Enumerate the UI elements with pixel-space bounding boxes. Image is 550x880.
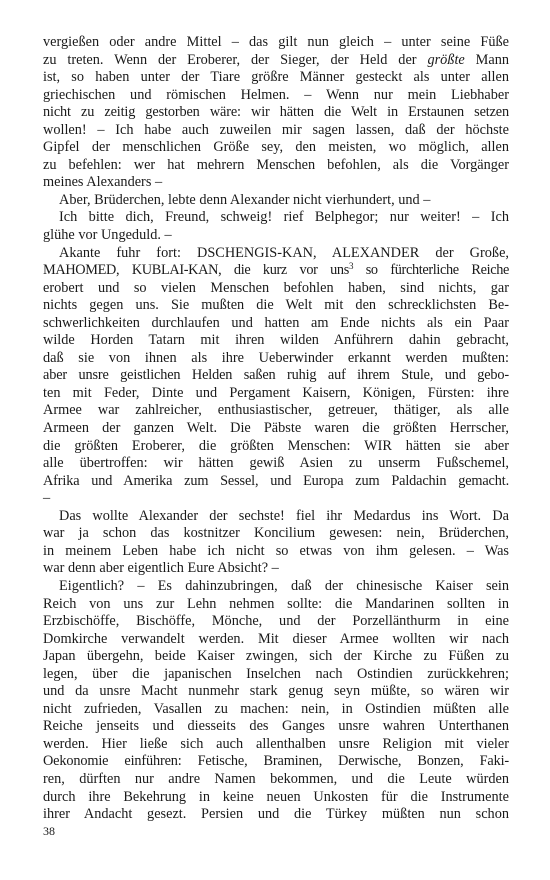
text-line: Domkirche verwandelt werden. Mit dieser Armee wollten wir nach [43,630,509,647]
text-line: daß sie von ihnen als ihre Ueberwinder erkannt werden mußten: [43,349,509,366]
page-number: 38 [43,824,55,838]
text-line: und da unsre Macht nunmehr stark genug seyn müßte, so wären wir [43,683,509,700]
text-line: Reich von uns zur Lehn nehmen sollte: die Mandarinen sollten in [43,595,509,612]
text-line: glühe vor Ungeduld. – [43,227,172,244]
text-line: MAHOMED, KUBLAI-KAN, die kurz vor uns$^3$ so fürchterliche Reiche [43,261,509,279]
text-line: war ja schon das kostnitzer Koncilium gewesen: nein, Brüderchen, [43,525,509,542]
emphasis-text: größte [427,51,465,68]
text-line: meines Alexanders – [43,174,163,191]
text-line: zu befehlen: wer hat mehrern Menschen befohlen, als die Vorgänger [43,156,509,173]
text-line: alle übertroffen: wir hätten gewiß Asien zu unserm Fußschemel, [43,455,509,472]
text-line: wilde Horden Tatarn mit ihren wilden Anführern dahin gebracht, [43,332,509,349]
paragraph-start: Ich bitte dich, Freund, schweig! rief Belphegor; nur weiter! – Ich [59,209,509,226]
text-line: ren, dürften nur andre Namen bekommen, und die Leute würden [43,770,509,787]
text-line: Afrika und Amerika zum Sessel, und Europa zum Paldachin gemacht. [43,472,509,489]
text-line: ist, so haben unter der Tiare größre Männer gesteckt als unter allen [43,69,509,86]
text-line: erobert und so vielen Menschen befohlen haben, sind nichts, gar [43,279,509,296]
text-line: durch ihre Bekehrung in keine neuen Unkosten für die Instrumente [43,788,509,805]
text-line: Gipfel der menschlichen Größe sey, den meisten, wo möglich, allen [43,139,509,156]
book-page [43,34,509,824]
text-line: legen, über die japanischen Inselchen nach Ostindien zurückkehren; [43,665,509,682]
text-line: Armeen der ganzen Welt. Die Päbste waren die größten Herrscher, [43,420,509,437]
paragraph-start: Aber, Brüderchen, lebte denn Alexander nicht vierhundert, und – [59,191,431,208]
text-line: Reiche jenseits und diesseits des Ganges unsre wahren Unterthanen [43,718,509,735]
text-line: die größten Eroberer, die größten Menschen: WIR hätten sie aber [43,437,509,454]
text-line: werden. Hier ließe sich auch allenthalben unsre Religion mit vieler [43,735,509,752]
paragraph-start: Eigentlich? – Es dahinzubringen, daß der chinesische Kaiser sein [59,577,509,594]
text-line: nichts gegen uns. Sie mußten die Welt mit den schrecklichsten Be- [43,297,509,314]
text-line: ihrer Andacht gesezt. Persien und die Türkey müßten nun schon [43,806,509,823]
text-line: aber unsre geistlichen Helden saßen ruhig auf ihrem Stule, und gebo- [43,367,509,384]
text-line: – [43,490,51,507]
text-line: nicht zu zeitig gestorben wäre: wir hätten die Welt in Erstaunen setzen [43,104,509,121]
text-line: vergießen oder andre Mittel – das gilt nun gleich – unter seine Füße [43,34,509,50]
text-line: Oekonomie einführen: Fetische, Braminen, Derwische, Bonzen, Faki- [43,753,509,770]
footnote-marker: 3 [348,261,354,272]
paragraph-start: Akante fuhr fort: DSCHENGIS-KAN, ALEXANDER der Große, [59,244,509,261]
text-line: griechischen und römischen Helmen. – Wenn nur mein Liebhaber [43,86,509,103]
text-line: nicht zufrieden, Vasallen zu machen: nein, in Ostindien müßten alle [43,700,509,717]
paragraph-start: Das wollte Alexander der sechste! fiel ihr Medardus ins Wort. Da [59,507,509,524]
text-line: war denn aber eigentlich Eure Absicht? – [43,560,279,577]
text-line: Japan übergehn, beide Kaiser zwingen, sich der Kirche zu Füßen zu [43,648,509,665]
text-line: schwerlichkeiten durchlaufen und hatten am Ende nichts als ein Paar [43,314,509,331]
text-line: ten mit Feder, Dinte und Pergament Kaisern, Königen, Fürsten: ihre [43,384,509,401]
text-line: zu treten. Wenn der Eroberer, der Sieger, der Held der größte Mann [43,51,509,68]
text-line: in meinem Leben habe ich nicht so etwas von ihm gelesen. – Was [43,542,509,559]
text-line: wollen! – Ich habe auch zuweilen mir sagen lassen, daß der höchste [43,121,509,138]
text-line: Erzbischöffe, Bischöffe, Mönche, und der Porzellänthurm in eine [43,613,509,630]
text-line: Armee war zahlreicher, enthusiastischer, getreuer, thätiger, als alle [43,402,509,419]
